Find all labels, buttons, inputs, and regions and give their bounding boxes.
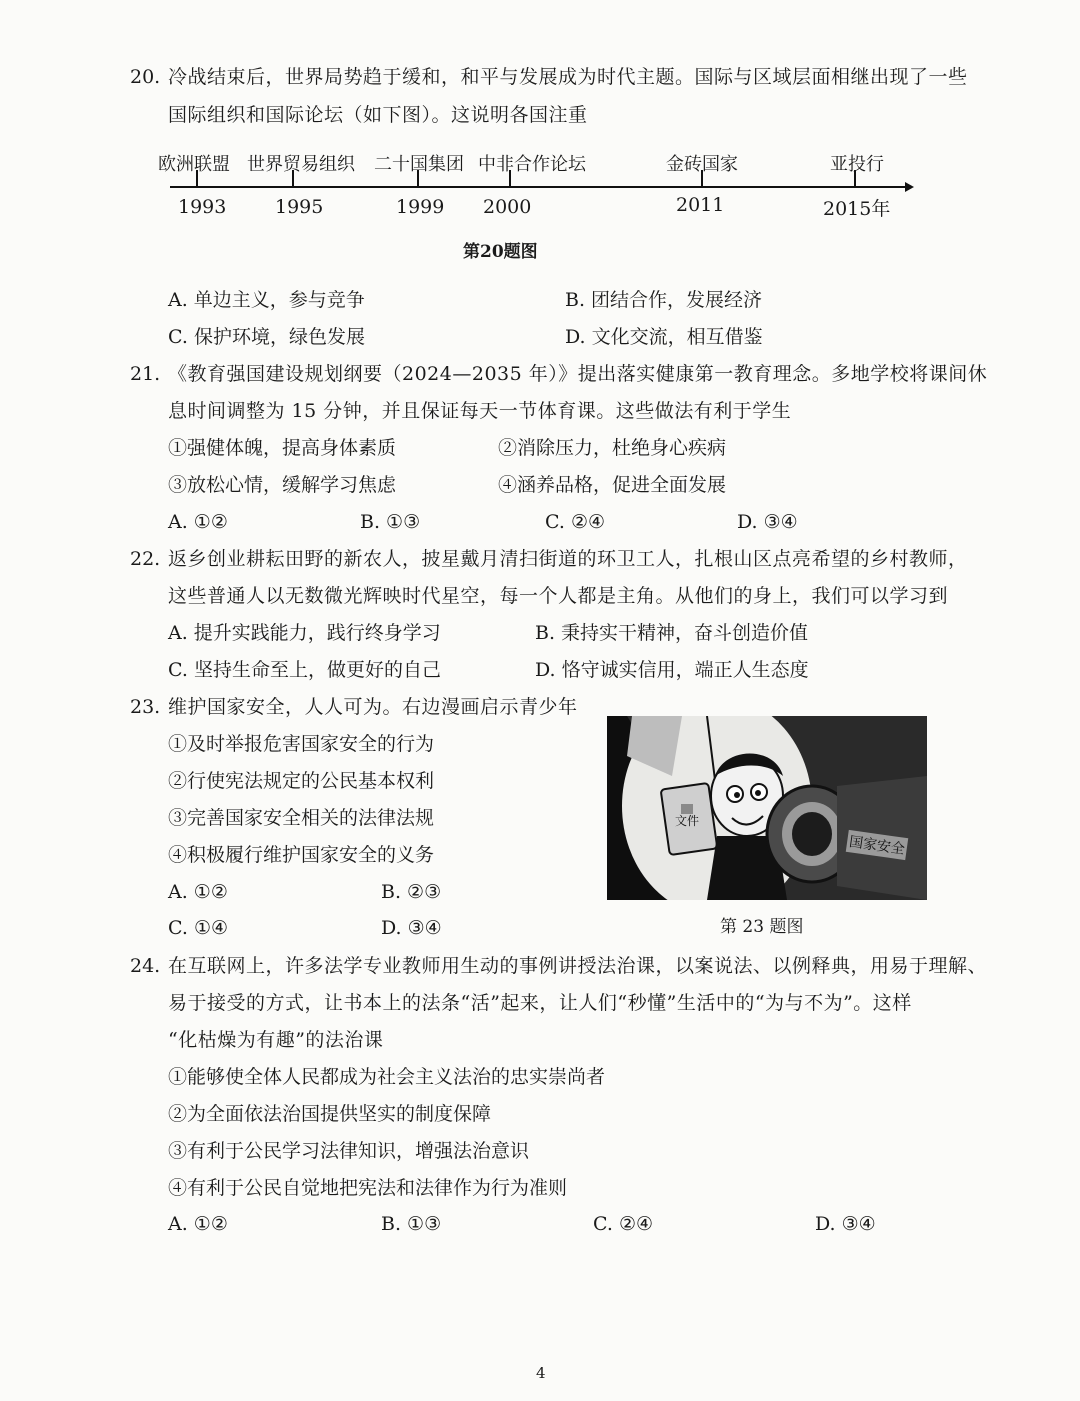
timeline-year: 2000	[483, 196, 532, 218]
q23-item-2: ②行使宪法规定的公民基本权利	[168, 770, 435, 792]
q21-stem-line2: 息时间调整为 15 分钟，并且保证每天一节体育课。这些做法有利于学生	[168, 400, 792, 422]
timeline-year: 1993	[178, 196, 227, 218]
q24-item-1: ①能够使全体人民都成为社会主义法治的忠实崇尚者	[168, 1066, 606, 1088]
q20-option-d: D. 文化交流，相互借鉴	[565, 326, 763, 348]
timeline-label: 亚投行	[830, 154, 884, 175]
cartoon-file-label: 文件	[675, 814, 700, 828]
q20-option-a: A. 单边主义，参与竞争	[168, 289, 365, 311]
q22-stem-line1: 返乡创业耕耘田野的新农人，披星戴月清扫街道的环卫工人，扎根山区点亮希望的乡村教师，	[168, 548, 968, 570]
q24-stem-line3: “化枯燥为有趣”的法治课	[168, 1029, 384, 1051]
cartoon-security-label: 国家安全	[846, 830, 908, 860]
timeline-label: 二十国集团	[374, 154, 464, 175]
q22-option-d: D. 恪守诚实信用，端正人生态度	[535, 659, 809, 681]
q21-option-c: C. ②④	[545, 511, 606, 533]
q24-item-3: ③有利于公民学习法律知识，增强法治意识	[168, 1140, 530, 1162]
q24-stem-line1: 在互联网上，许多法学专业教师用生动的事例讲授法治课，以案说法、以例释典，用易于理解、	[168, 955, 988, 977]
timeline-label: 中非合作论坛	[478, 154, 586, 175]
q22-option-a: A. 提升实践能力，践行终身学习	[168, 622, 441, 644]
q20-number: 20.	[130, 66, 161, 88]
cartoon-illustration	[607, 716, 927, 900]
q21-item-4: ④涵养品格，促进全面发展	[498, 474, 727, 496]
q22-number: 22.	[130, 548, 161, 570]
timeline-year: 1995	[275, 196, 324, 218]
q24-item-4: ④有利于公民自觉地把宪法和法律作为行为准则	[168, 1177, 568, 1199]
q21-item-1: ①强健体魄，提高身体素质	[168, 437, 397, 459]
q23-option-d: D. ③④	[381, 917, 442, 939]
q21-number: 21.	[130, 363, 161, 385]
q24-option-c: C. ②④	[593, 1213, 654, 1235]
q22-stem-line2: 这些普通人以无数微光辉映时代星空，每一个人都是主角。从他们的身上，我们可以学习到	[168, 585, 949, 607]
timeline-label: 金砖国家	[666, 154, 738, 175]
q23-item-1: ①及时举报危害国家安全的行为	[168, 733, 435, 755]
timeline-label: 欧洲联盟	[158, 154, 230, 175]
q23-option-b: B. ②③	[381, 881, 442, 903]
q20-figure-caption: 第20题图	[463, 242, 538, 262]
timeline-year: 1999	[396, 196, 445, 218]
q23-option-a: A. ①②	[168, 881, 228, 903]
q21-option-a: A. ①②	[168, 511, 228, 533]
q21-option-b: B. ①③	[360, 511, 421, 533]
q23-stem-line1: 维护国家安全，人人可为。右边漫画启示青少年	[168, 696, 578, 718]
q24-stem-line2: 易于接受的方式，让书本上的法条“活”起来，让人们“秒懂”生活中的“为与不为”。这样	[168, 992, 912, 1014]
timeline-year: 2015年	[823, 198, 891, 220]
q23-item-3: ③完善国家安全相关的法律法规	[168, 807, 435, 829]
q23-figure-caption: 第 23 题图	[720, 917, 804, 937]
q23-number: 23.	[130, 696, 161, 718]
q21-item-3: ③放松心情，缓解学习焦虑	[168, 474, 397, 496]
q20-stem-line2: 国际组织和国际论坛（如下图）。这说明各国注重	[168, 104, 588, 126]
q24-item-2: ②为全面依法治国提供坚实的制度保障	[168, 1103, 492, 1125]
timeline-year: 2011	[676, 194, 725, 216]
q24-option-d: D. ③④	[815, 1213, 876, 1235]
q22-option-b: B. 秉持实干精神，奋斗创造价值	[535, 622, 809, 644]
q24-option-a: A. ①②	[168, 1213, 228, 1235]
q20-option-c: C. 保护环境，绿色发展	[168, 326, 365, 348]
q21-stem-line1: 《教育强国建设规划纲要（2024—2035 年）》提出落实健康第一教育理念。多地学校将课间休	[168, 363, 988, 385]
q23-cartoon	[607, 716, 927, 900]
q23-item-4: ④积极履行维护国家安全的义务	[168, 844, 435, 866]
q21-option-d: D. ③④	[737, 511, 798, 533]
q20-stem-line1: 冷战结束后，世界局势趋于缓和，和平与发展成为时代主题。国际与区域层面相继出现了一些	[168, 66, 968, 88]
q22-option-c: C. 坚持生命至上，做更好的自己	[168, 659, 441, 681]
q20-option-b: B. 团结合作，发展经济	[565, 289, 763, 311]
q24-number: 24.	[130, 955, 161, 977]
timeline-label: 世界贸易组织	[247, 154, 355, 175]
q24-option-b: B. ①③	[381, 1213, 442, 1235]
page-number: 4	[536, 1364, 546, 1382]
q21-item-2: ②消除压力，杜绝身心疾病	[498, 437, 727, 459]
q23-option-c: C. ①④	[168, 917, 229, 939]
